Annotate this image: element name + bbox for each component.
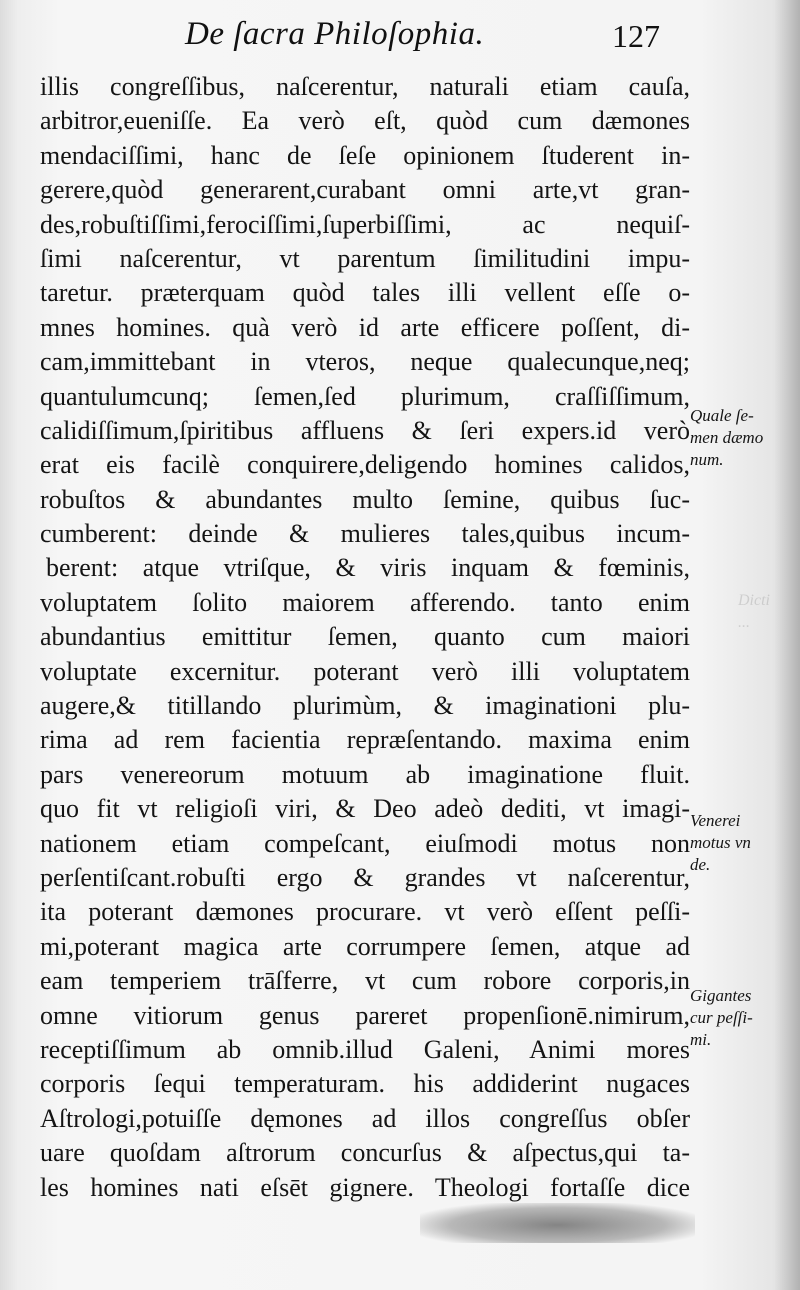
text-line: Aſtrologi,potuiſſe dęmones ad illos congreſſus obſer — [40, 1103, 690, 1133]
margin-note-quale-semen — [690, 405, 800, 471]
text-line: voluptatem ſolito maiorem afferendo. tanto enim — [40, 587, 690, 617]
text-line: omne vitiorum genus pareret propenſionē.nimirum, — [40, 1000, 690, 1030]
margin-note-line: mi. — [690, 1030, 712, 1049]
bleed-through-text — [738, 590, 770, 634]
text-line: uare quoſdam aſtrorum concurſus & aſpectus,qui ta- — [40, 1138, 690, 1168]
bleed-through-line: ... — [738, 614, 750, 631]
text-line: mi,poterant magica arte corrumpere ſemen, atque ad — [40, 931, 690, 961]
margin-note-line: men dæmo — [690, 428, 764, 447]
text-line: pars venereorum motuum ab imaginatione fluit. — [40, 759, 690, 789]
text-line: voluptate excernitur. poterant verò illi voluptatem — [40, 656, 690, 686]
text-line: illis congreſſibus, naſcerentur, naturali etiam cauſa, — [40, 72, 690, 101]
margin-note-line: num. — [690, 450, 724, 469]
text-line: gerere,quòd generarent,curabant omni arte,vt gran- — [40, 175, 690, 205]
text-line: taretur. præterquam quòd tales illi vellent eſſe o- — [40, 278, 690, 308]
margin-note-gigantes — [690, 985, 800, 1051]
text-line: augere,& titillando plurimùm, & imaginationi plu- — [40, 691, 690, 721]
text-line: robuſtos & abundantes multo ſemine, quibus ſuc- — [40, 484, 690, 514]
text-line: berent: atque vtriſque, & viris inquam & fœminis, — [46, 553, 690, 583]
margin-note-line: Gigantes — [690, 986, 752, 1005]
text-line: cam,immittebant in vteros, neque qualecunque,neq; — [40, 347, 690, 377]
text-line: ita poterant dæmones procurare. vt verò eſſent peſſi- — [40, 897, 690, 927]
text-line: abundantius emittitur ſemen, quanto cum maiori — [40, 622, 690, 652]
text-line: les homines nati eſsēt gignere. Theologi fortaſſe dice — [40, 1172, 690, 1202]
margin-note-line: de. — [690, 855, 711, 874]
text-line: arbitror,eueniſſe. Ea verò eſt, quòd cum dæmones — [40, 106, 690, 136]
margin-note-venerei-motus — [690, 810, 800, 876]
ink-smudge — [420, 1203, 695, 1243]
text-line: eam temperiem trāſferre, vt cum robore corporis,in — [40, 966, 690, 996]
bleed-through-line: Dicti — [738, 592, 770, 609]
text-line: perſentiſcant.robuſti ergo & grandes vt naſcerentur, — [40, 862, 690, 892]
text-line: receptiſſimum ab omnib.illud Galeni, Animi mores — [40, 1034, 690, 1064]
page-edge-shadow — [774, 0, 800, 1290]
text-line: quo fit vt religioſi viri, & Deo adeò dediti, vt imagi- — [40, 794, 690, 824]
margin-note-line: Venerei — [690, 811, 741, 830]
text-line: erat eis facilè conquirere,deligendo homines calidos, — [40, 450, 690, 480]
text-line: calidiſſimum,ſpiritibus affluens & ſeri expers.id verò — [40, 415, 690, 445]
text-line: mendaciſſimi, hanc de ſeſe opinionem ſtuderent in- — [40, 140, 690, 170]
text-line: mnes homines. quà verò id arte efficere poſſent, di- — [40, 312, 690, 342]
page-number: 127 — [612, 18, 660, 54]
body-text — [40, 70, 690, 1205]
margin-note-line: motus vn — [690, 833, 751, 852]
text-line: quantulumcunq; ſemen,ſed plurimum, craſſiſſimum, — [40, 381, 690, 411]
text-line: corporis ſequi temperaturam. his addiderint nugaces — [40, 1069, 690, 1099]
text-line: rima ad rem facientia repræſentando. maxima enim — [40, 725, 690, 755]
text-line: cumberent: deinde & mulieres tales,quibus incum- — [40, 519, 690, 549]
margin-note-line: Quale ſe- — [690, 406, 754, 425]
running-title: De ſacra Philoſophia. — [185, 16, 485, 52]
page-header — [0, 10, 800, 60]
text-line: ſimi naſcerentur, vt parentum ſimilitudini impu- — [40, 243, 690, 273]
text-line: nationem etiam compeſcant, eiuſmodi motus non — [40, 828, 690, 858]
text-line: des,robuſtiſſimi,ferociſſimi,ſuperbiſſimi, ac nequiſ- — [40, 209, 690, 239]
margin-note-line: cur peſſi- — [690, 1008, 753, 1027]
